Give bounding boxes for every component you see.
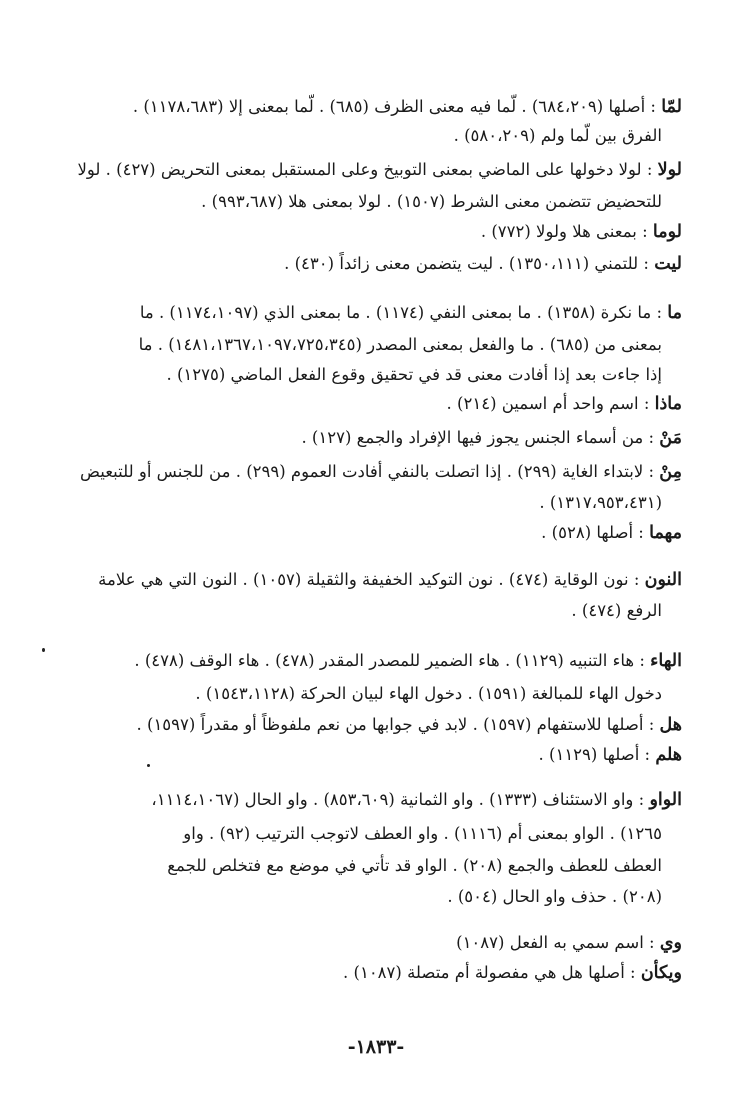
entry-continuation	[447, 886, 662, 908]
entry-text: : أصلها للاستفهام (١٥٩٧) . لابد في جوابها من نعم ملفوظاً أو مقدراً (١٥٩٧) .	[136, 715, 660, 734]
entry-text: : أصلها (١١٢٩) .	[538, 745, 656, 764]
entry-text: دخول الهاء للمبالغة (١٥٩١) . دخول الهاء لبيان الحركة (١٥٤٣،١١٢٨) .	[195, 684, 662, 703]
entry-waykaanna	[343, 962, 682, 984]
entry-text: : للتمني (١٣٥٠،١١١) . ليت يتضمن معنى زائداً (٤٣٠) .	[284, 254, 655, 273]
entry-man	[301, 427, 682, 449]
entry-lamma	[133, 96, 682, 118]
entry-halumma	[539, 744, 682, 766]
entry-headword: النون	[644, 570, 682, 590]
entry-text: (٢٠٨) . حذف واو الحال (٥٠٤) .	[447, 887, 662, 906]
entry-min	[80, 461, 682, 483]
entry-text: : لابتداء الغاية (٢٩٩) . إذا اتصلت بالنفي أفادت العموم (٢٩٩) . من للجنس أو للتبعيض	[80, 462, 660, 481]
entry-headword: لمّا	[661, 97, 682, 117]
entry-headword: لولا	[657, 160, 682, 180]
entry-way	[456, 932, 682, 954]
entry-headword: ويكأن	[640, 963, 682, 983]
entry-text: إذا جاءت بعد إذا أفادت معنى قد في تحقيق وقوع الفعل الماضي (١٢٧٥) .	[166, 365, 662, 384]
entry-continuation	[195, 683, 662, 705]
entry-headword: وي	[659, 933, 682, 953]
entry-continuation	[454, 125, 662, 147]
entry-headword: ليت	[654, 254, 682, 274]
entry-text: : اسم واحد أم اسمين (٢١٤) .	[446, 394, 655, 413]
entry-text: : أصلها هل هي مفصولة أم متصلة (١٠٨٧) .	[343, 963, 641, 982]
entry-text: : اسم سمي به الفعل (١٠٨٧)	[456, 933, 660, 952]
entry-continuation	[539, 492, 662, 514]
entry-text: العطف للعطف والجمع (٢٠٨) . الواو قد تأتي في موضع مع فتخلص للجمع	[167, 856, 662, 875]
entry-lawma	[481, 221, 682, 243]
entry-mahma	[541, 522, 682, 544]
entry-continuation	[201, 191, 662, 213]
entry-waw	[151, 789, 682, 811]
entry-text: للتحضيض تتضمن معنى الشرط (١٥٠٧) . لولا بمعنى هلا (٩٩٣،٦٨٧) .	[201, 192, 662, 211]
entry-headword: مهما	[649, 523, 682, 543]
entry-text: : نون الوقاية (٤٧٤) . نون التوكيد الخفيفة والثقيلة (١٠٥٧) . النون التي هي علامة	[98, 570, 645, 589]
entry-layta	[284, 253, 682, 275]
entry-text: : من أسماء الجنس يجوز فيها الإفراد والجمع (١٢٧) .	[301, 428, 660, 447]
entry-headword: مِنْ	[659, 462, 682, 482]
entry-text: : لولا دخولها على الماضي بمعنى التوبيخ وعلى المستقبل بمعنى التحريض (٤٢٧) . لولا	[77, 160, 658, 179]
entry-madha	[447, 393, 682, 415]
entry-text: : ما نكرة (١٣٥٨) . ما بمعنى النفي (١١٧٤) . ما بمعنى الذي (١١٧٤،١٠٩٧) . ما	[139, 303, 668, 322]
entry-text: : واو الاستئناف (١٣٣٣) . واو الثمانية (٨٥٣،٦٠٩) . واو الحال (١١١٤،١٠٦٧،	[151, 790, 650, 809]
entry-text: (١٣١٧،٩٥٣،٤٣١) .	[539, 493, 662, 512]
entry-headword: الهاء	[650, 651, 682, 671]
entry-text: الفرق بين لّما ولم (٥٨٠،٢٠٩) .	[453, 126, 662, 145]
entry-lawla	[77, 159, 682, 181]
entry-text: بمعنى من (٦٨٥) . ما والفعل بمعنى المصدر (١٤٨١،١٣٦٧،١٠٩٧،٧٢٥،٣٤٥) . ما	[138, 335, 662, 354]
entry-ma	[140, 302, 682, 324]
entry-continuation	[183, 823, 662, 845]
print-speck	[147, 764, 150, 767]
entry-text: : أصلها (٦٨٤،٢٠٩) . لّما فيه معنى الظرف (٦٨٥) . لّما بمعنى إلا (١١٧٨،٦٨٣) .	[132, 97, 662, 116]
entry-text: ١٢٦٥) . الواو بمعنى أم (١١١٦) . واو العطف لاتوجب الترتيب (٩٢) . واو	[183, 824, 662, 843]
entry-hal	[137, 714, 683, 736]
entry-continuation	[139, 334, 662, 356]
print-speck	[42, 648, 45, 652]
entry-nun	[98, 569, 682, 591]
entry-continuation	[166, 364, 662, 386]
entry-headword: هلم	[655, 745, 682, 765]
entry-headword: ماذا	[654, 394, 682, 414]
entry-continuation	[571, 600, 662, 622]
entry-ha	[134, 650, 682, 672]
page-number: -١٨٣٣-	[347, 1036, 405, 1058]
entry-text: الرفع (٤٧٤) .	[571, 601, 662, 620]
entry-text: : أصلها (٥٢٨) .	[541, 523, 650, 542]
entry-headword: ما	[667, 303, 682, 323]
entry-continuation	[167, 855, 662, 877]
entry-headword: مَنْ	[659, 428, 682, 448]
entry-text: : بمعنى هلا ولولا (٧٧٢) .	[480, 222, 653, 241]
entry-text: : هاء التنبيه (١١٢٩) . هاء الضمير للمصدر المقدر (٤٧٨) . هاء الوقف (٤٧٨) .	[134, 651, 651, 670]
entry-headword: الواو	[649, 790, 682, 810]
entry-headword: هل	[659, 715, 682, 735]
entry-headword: لوما	[652, 222, 682, 242]
